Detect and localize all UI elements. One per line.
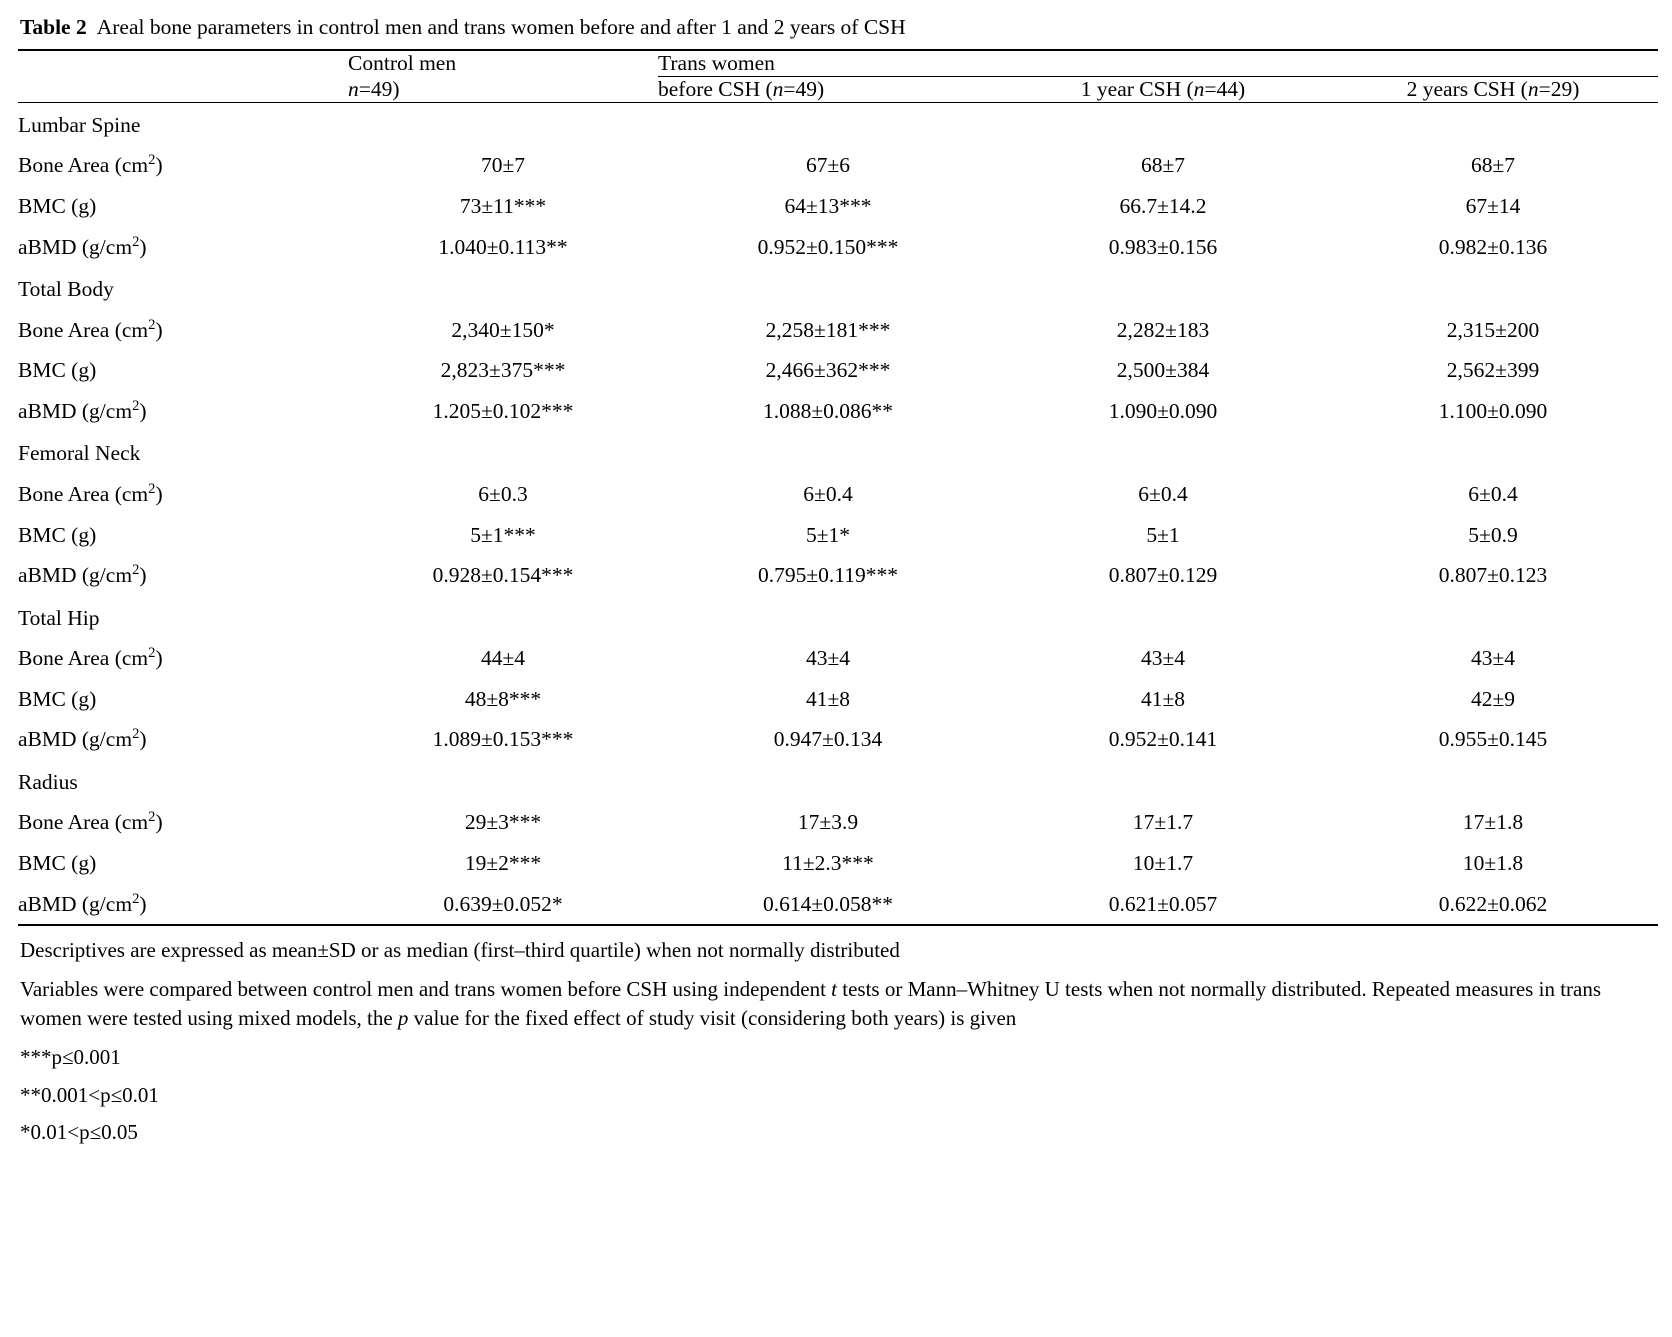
- header-sub-control-n: n=49): [348, 76, 658, 102]
- cell-2-years-csh: 10±1.8: [1462, 851, 1524, 875]
- header-group-control-men: Control men: [348, 50, 658, 77]
- cell-2-years-csh: 2,315±200: [1446, 317, 1540, 342]
- cell-before-csh: 5±1*: [805, 522, 851, 547]
- cell-2-years-csh: 5±0.9: [1468, 522, 1518, 547]
- footnote-descriptives: Descriptives are expressed as mean±SD or as median (first–third quartile) when not normally distributed: [20, 938, 900, 963]
- cell-2-years-csh: 68±7: [1470, 153, 1516, 178]
- row-label: BMC (g): [18, 686, 97, 711]
- cell-control-men: 1.205±0.102***: [432, 398, 574, 423]
- table-row: [18, 145, 1658, 186]
- cell-before-csh: 6±0.4: [803, 481, 853, 506]
- cell-control-men: 2,340±150*: [451, 317, 555, 342]
- table-row: [18, 679, 1658, 720]
- cell-control-men: 70±7: [480, 153, 526, 178]
- table-body: [18, 102, 1658, 925]
- cell-1-year-csh: 66.7±14.2: [1119, 194, 1207, 218]
- cell-1-year-csh: 68±7: [1140, 153, 1186, 178]
- header-sub-2-years-csh: 2 years CSH (n=29): [1328, 76, 1658, 102]
- cell-control-men: 48±8***: [464, 686, 542, 711]
- cell-1-year-csh: 10±1.7: [1132, 851, 1194, 875]
- footnote-sig-01: **0.001<p≤0.01: [20, 1082, 159, 1107]
- row-label: aBMD $(g/cm^2)$: [18, 726, 147, 752]
- row-label: Bone Area $(cm^2)$: [18, 645, 163, 671]
- section-label: Femoral Neck: [18, 441, 141, 466]
- cell-before-csh: 17±3.9: [797, 810, 859, 835]
- table-caption-label: Table 2: [20, 15, 87, 39]
- cell-1-year-csh: 0.983±0.156: [1108, 234, 1218, 259]
- cell-2-years-csh: 42±9: [1470, 686, 1516, 711]
- cell-2-years-csh: 6±0.4: [1468, 481, 1518, 506]
- row-label: Bone Area $(cm^2)$: [18, 809, 163, 835]
- table-row: [18, 638, 1658, 679]
- row-label: Bone Area $(cm^2)$: [18, 152, 163, 178]
- header-group-row: [18, 50, 1658, 77]
- cell-control-men: 0.928±0.154***: [432, 563, 574, 588]
- table-row: [18, 760, 1658, 803]
- cell-control-men: 5±1***: [470, 522, 536, 547]
- row-label: aBMD $(g/cm^2)$: [18, 884, 348, 926]
- cell-before-csh: 2,258±181***: [765, 317, 891, 342]
- header-sub-1-year-csh: 1 year CSH (n=44): [998, 76, 1328, 102]
- cell-before-csh: 41±8: [805, 686, 851, 711]
- cell-1-year-csh: 2,500±384: [1116, 358, 1210, 383]
- row-label: BMC (g): [18, 851, 97, 875]
- cell-1-year-csh: 0.807±0.129: [1108, 563, 1218, 588]
- bone-parameters-table: [18, 49, 1658, 926]
- cell-before-csh: 2,466±362***: [765, 358, 891, 383]
- table-row: [18, 596, 1658, 639]
- section-label: Lumbar Spine: [18, 112, 141, 137]
- section-label: Total Body: [18, 277, 114, 302]
- cell-control-men: 0.639±0.052*: [348, 884, 658, 926]
- header-sub-before-csh: before CSH (n=49): [658, 76, 998, 102]
- table-row: [18, 555, 1658, 596]
- cell-2-years-csh: 0.982±0.136: [1438, 234, 1548, 259]
- header-group-trans-women: Trans women: [658, 50, 1658, 77]
- table-caption: [20, 14, 1654, 41]
- cell-1-year-csh: 41±8: [1140, 686, 1186, 711]
- cell-1-year-csh: 17±1.7: [1132, 810, 1194, 835]
- cell-control-men: 19±2***: [464, 851, 542, 875]
- cell-2-years-csh: 43±4: [1470, 646, 1516, 671]
- row-label: aBMD $(g/cm^2)$: [18, 397, 147, 423]
- cell-1-year-csh: 6±0.4: [1138, 481, 1188, 506]
- cell-1-year-csh: 2,282±183: [1116, 317, 1210, 342]
- table-row: [18, 474, 1658, 515]
- footnote-statistics: Variables were compared between control men and trans women before CSH using independent t tests or Mann–Whitney U tests when not normally distributed. Repeated measures in trans women were tested using mixed models, the p value for the fixed effect of study visit (considering both years) is given: [20, 977, 1602, 1030]
- table-row: [18, 884, 1658, 926]
- table-header: [18, 50, 1658, 103]
- header-blank: [18, 50, 348, 77]
- cell-control-men: 29±3***: [464, 810, 542, 835]
- section-label: Total Hip: [18, 605, 100, 630]
- section-label: Radius: [18, 769, 78, 794]
- row-label: aBMD $(g/cm^2)$: [18, 561, 147, 588]
- cell-2-years-csh: 0.807±0.123: [1438, 563, 1548, 588]
- table-row: [18, 267, 1658, 310]
- table-row: [18, 515, 1658, 556]
- table-row: [18, 431, 1658, 474]
- header-sub-row: [18, 76, 1658, 102]
- row-label: BMC (g): [18, 522, 97, 547]
- cell-before-csh: 64±13***: [784, 194, 872, 218]
- cell-before-csh: 43±4: [805, 646, 851, 671]
- cell-2-years-csh: 17±1.8: [1462, 810, 1524, 835]
- cell-2-years-csh: 2,562±399: [1446, 358, 1540, 383]
- row-label: Bone Area $(cm^2)$: [18, 316, 163, 342]
- cell-2-years-csh: 1.100±0.090: [1438, 398, 1548, 423]
- cell-1-year-csh: 0.952±0.141: [1108, 727, 1218, 752]
- row-label: aBMD $(g/cm^2)$: [18, 233, 147, 259]
- cell-1-year-csh: 1.090±0.090: [1108, 398, 1218, 423]
- cell-before-csh: 67±6: [805, 153, 851, 178]
- cell-before-csh: 0.795±0.119***: [757, 563, 898, 588]
- table-row: [18, 350, 1658, 391]
- cell-before-csh: 0.947±0.134: [773, 727, 883, 752]
- cell-2-years-csh: 0.955±0.145: [1438, 727, 1548, 752]
- cell-before-csh: 0.614±0.058**: [658, 884, 998, 926]
- table-row: [18, 310, 1658, 351]
- table-row: [18, 227, 1658, 268]
- footnote-sig-05: *0.01<p≤0.05: [20, 1119, 138, 1144]
- table-row: [18, 186, 1658, 227]
- row-label: Bone Area $(cm^2)$: [18, 480, 163, 506]
- footnote-sig-001: ***p≤0.001: [20, 1045, 121, 1070]
- table-footnotes: [18, 936, 1654, 1146]
- cell-before-csh: 0.952±0.150***: [757, 234, 899, 259]
- cell-2-years-csh: 67±14: [1465, 194, 1521, 218]
- cell-control-men: 1.040±0.113**: [438, 234, 568, 259]
- row-label: BMC (g): [18, 358, 97, 383]
- table-row: [18, 802, 1658, 843]
- cell-control-men: 6±0.3: [478, 481, 528, 506]
- table-caption-text: Areal bone parameters in control men and trans women before and after 1 and 2 years of CSH: [96, 15, 906, 39]
- table-row: [18, 843, 1658, 884]
- cell-control-men: 73±11***: [459, 194, 547, 218]
- cell-control-men: 1.089±0.153***: [432, 727, 574, 752]
- cell-control-men: 2,823±375***: [440, 358, 566, 383]
- table-row: [18, 391, 1658, 432]
- cell-2-years-csh: 0.622±0.062: [1328, 884, 1658, 926]
- cell-control-men: 44±4: [480, 646, 526, 671]
- table-row: [18, 719, 1658, 760]
- table-row: [18, 102, 1658, 145]
- header-sub-blank: [18, 76, 348, 102]
- cell-before-csh: 11±2.3***: [782, 851, 874, 875]
- row-label: BMC (g): [18, 194, 97, 218]
- cell-1-year-csh: 0.621±0.057: [998, 884, 1328, 926]
- cell-before-csh: 1.088±0.086**: [762, 398, 894, 423]
- cell-1-year-csh: 5±1: [1146, 522, 1180, 547]
- cell-1-year-csh: 43±4: [1140, 646, 1186, 671]
